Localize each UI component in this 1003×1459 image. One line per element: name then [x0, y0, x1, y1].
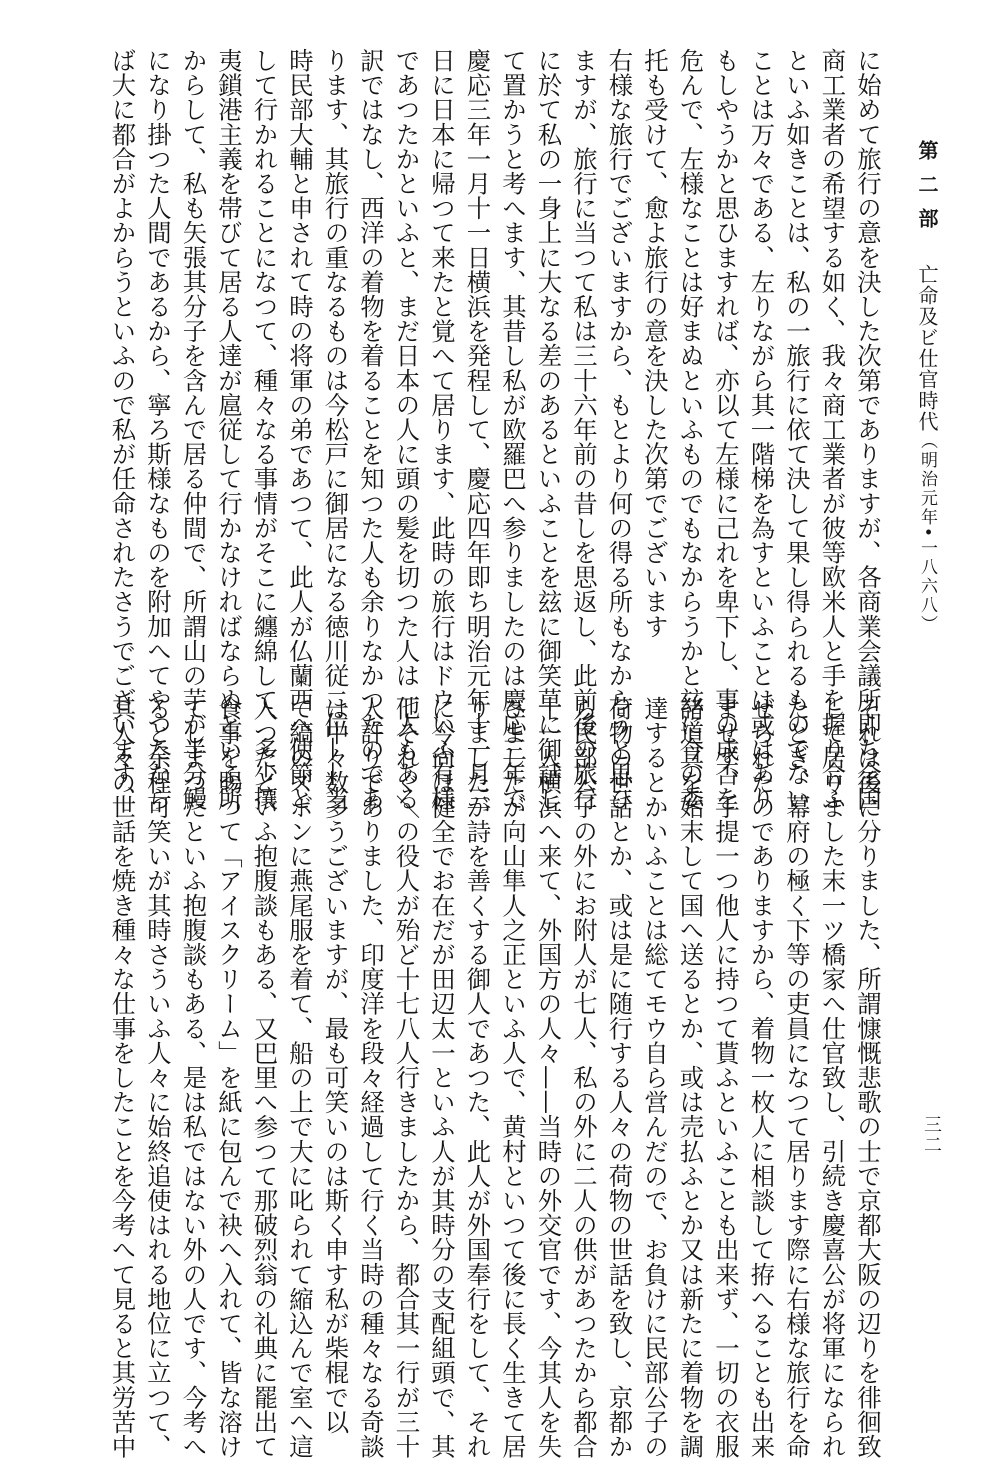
text-line: になり掛つた人間であるから、寧ろ斯様なものを附加へてやつたなら	[143, 48, 172, 811]
text-line: といふ如きことは、私の一旅行に依て決して果し得られるものでない	[782, 48, 811, 811]
text-line: であつたかといふと、まだ日本の人に頭の髪を切つた人は一人もある	[391, 48, 421, 811]
text-line: てしまつたといふ抱腹談もある、是は私ではない外の人です、今考へ	[178, 696, 208, 1459]
text-line: て縞のズボンに燕尾服を着て、船の上で大に叱られて縮込んで室へ這	[285, 696, 314, 1459]
text-line: ませず、手提一つ他人に持つて貰ふといふことも出来ず、一切の衣服	[711, 696, 740, 1459]
text-block-top	[104, 48, 885, 811]
text-line: ると余程可笑いが其時さういふ人々に始終追使はれる地位に立つて、	[143, 696, 172, 1459]
text-line: して行かれることになつて、種々なる事情がそこに纏綿して、多少攘	[249, 48, 279, 811]
text-line: 人許りでありました、印度洋を段々経過して行く当時の種々なる奇談	[356, 696, 385, 1459]
text-line: ぜられたのでありますから、着物一枚人に相談して拵へることも出来	[746, 696, 776, 1459]
text-line: ひましたが向山隼人之正といふ人で、黄村といつて後に長く生きて居	[498, 696, 527, 1459]
text-line: 訳ではなし、西洋の着物を着ることを知つた人も余りなかつたのであ	[356, 48, 385, 811]
text-line: 他それぐ＼の役人が殆ど十七八人行きましたから、都合其一行が三十	[391, 696, 421, 1459]
text-line: 諸道具を始末して国へ送るとか、或は売払ふとか又は新たに着物を調	[675, 696, 705, 1459]
text-line: 荷物の世話とか、或は是に随行する人々の荷物の世話を致し、京都か	[604, 696, 634, 1459]
text-line: ば大に都合がよからうといふので私が任命されたさうでございます、	[107, 48, 137, 811]
text-line: 入つたといふ抱腹談もある、又巴里へ参つて那破烈翁の礼典に罷出て	[249, 696, 279, 1459]
text-line: 夷鎖港主義を帯びて居る人達が扈従して行かなければならぬといふ所	[214, 48, 243, 811]
text-line: に始めて旅行の意を決した次第でありますが、各商業会議所即ち全国	[853, 48, 882, 811]
text-line: 商工業者の希望する如く、我々商工業者が彼等欧米人と手を握り合ふ	[817, 48, 847, 811]
text-line: ります、其旅行の重なるものは今松戸に御居になる徳川従二位——当	[320, 48, 350, 811]
text-line: に於て私の一身上に大なる差のあるといふことを玆に御笑草に御話し	[533, 48, 563, 811]
text-line: に今尙ほ健全でお在だが田辺太一といふ人が其時分の支配組頭で、其	[427, 696, 456, 1459]
part-title: 第二部	[915, 140, 939, 242]
text-line: ますが、旅行に当つて私は三十六年前の昔しを思返し、此前後の旅行	[569, 48, 598, 811]
text-line: 危んで、左様なことは好まぬといふものでもなからうかと玆に今の委	[675, 48, 705, 811]
text-line: ことは万々である、左りながら其一階梯を為すといふことは或はあり	[746, 48, 776, 811]
era-note: （明治元年•一八六八）	[917, 432, 937, 635]
page-number: 三二	[921, 1115, 942, 1155]
text-line: ら民部公子の外にお附人が七人、私の外に二人の供があつたから都合	[569, 696, 598, 1459]
text-line: もしやうかと思ひますれば、亦以て左様に己れを卑下し、事の成否を	[711, 48, 740, 811]
text-line: 托も受けて、愈よ旅行の意を決した次第でございます	[640, 48, 669, 639]
text-line: 日に日本に帰つて来たと覚へて居ります、此時の旅行はドウいふ有様	[427, 48, 456, 811]
text-line: 右様な旅行でございますから、もとより何の得る所もなからうと思ひ	[604, 48, 634, 811]
text-line: 達するとかいふことは総てモウ自ら営んだので、お負けに民部公子の	[640, 696, 669, 1459]
text-line: 其人々の世話を焼き種々な仕事をしたことを今考へて見ると其労苦中	[107, 696, 137, 1459]
text-line: 食事を賜つて「アイスクリーム」を紙に包んで袂へ入れて、皆な溶け	[214, 696, 243, 1459]
chapter-title: 亡命及ビ仕官時代	[915, 264, 939, 432]
text-line: は中々数多うございますが、最も可笑いのは斯く申す私が柴棍で以	[320, 696, 350, 1434]
text-line: 慶応三年一月十一日横浜を発程して、慶応四年即ち明治元年十一月三	[462, 48, 492, 811]
text-line: て置かうと考へます、其昔し私が欧羅巴へ参りましたのは慶応三年で	[498, 48, 527, 811]
text-line: からして、私も矢張其分子を含んで居る仲間で、所謂山の芋が半分鰻	[178, 48, 208, 811]
text-line: たとき、幕府の極く下等の吏員になつて居ります際に右様な旅行を命	[782, 696, 811, 1459]
text-line: それは後に分りました、所謂慷慨悲歌の士で京都大阪の辺りを徘徊致	[853, 696, 882, 1459]
text-line: して居りました末一ツ橋家へ仕官致し、引続き慶喜公が将軍になられ	[817, 696, 847, 1459]
text-line: 時民部大輔と申されて時の将軍の弟であつて、此人が仏蘭西へ使節と	[285, 48, 314, 811]
running-header	[912, 140, 942, 634]
text-line: 十一人横浜へ来て、外国方の人々——当時の外交官です、今其人を失	[533, 696, 563, 1459]
text-line: りましたが詩を善くする御人であつた、此人が外国奉行をして、それ	[462, 696, 492, 1459]
text-block-bottom	[104, 696, 885, 1459]
